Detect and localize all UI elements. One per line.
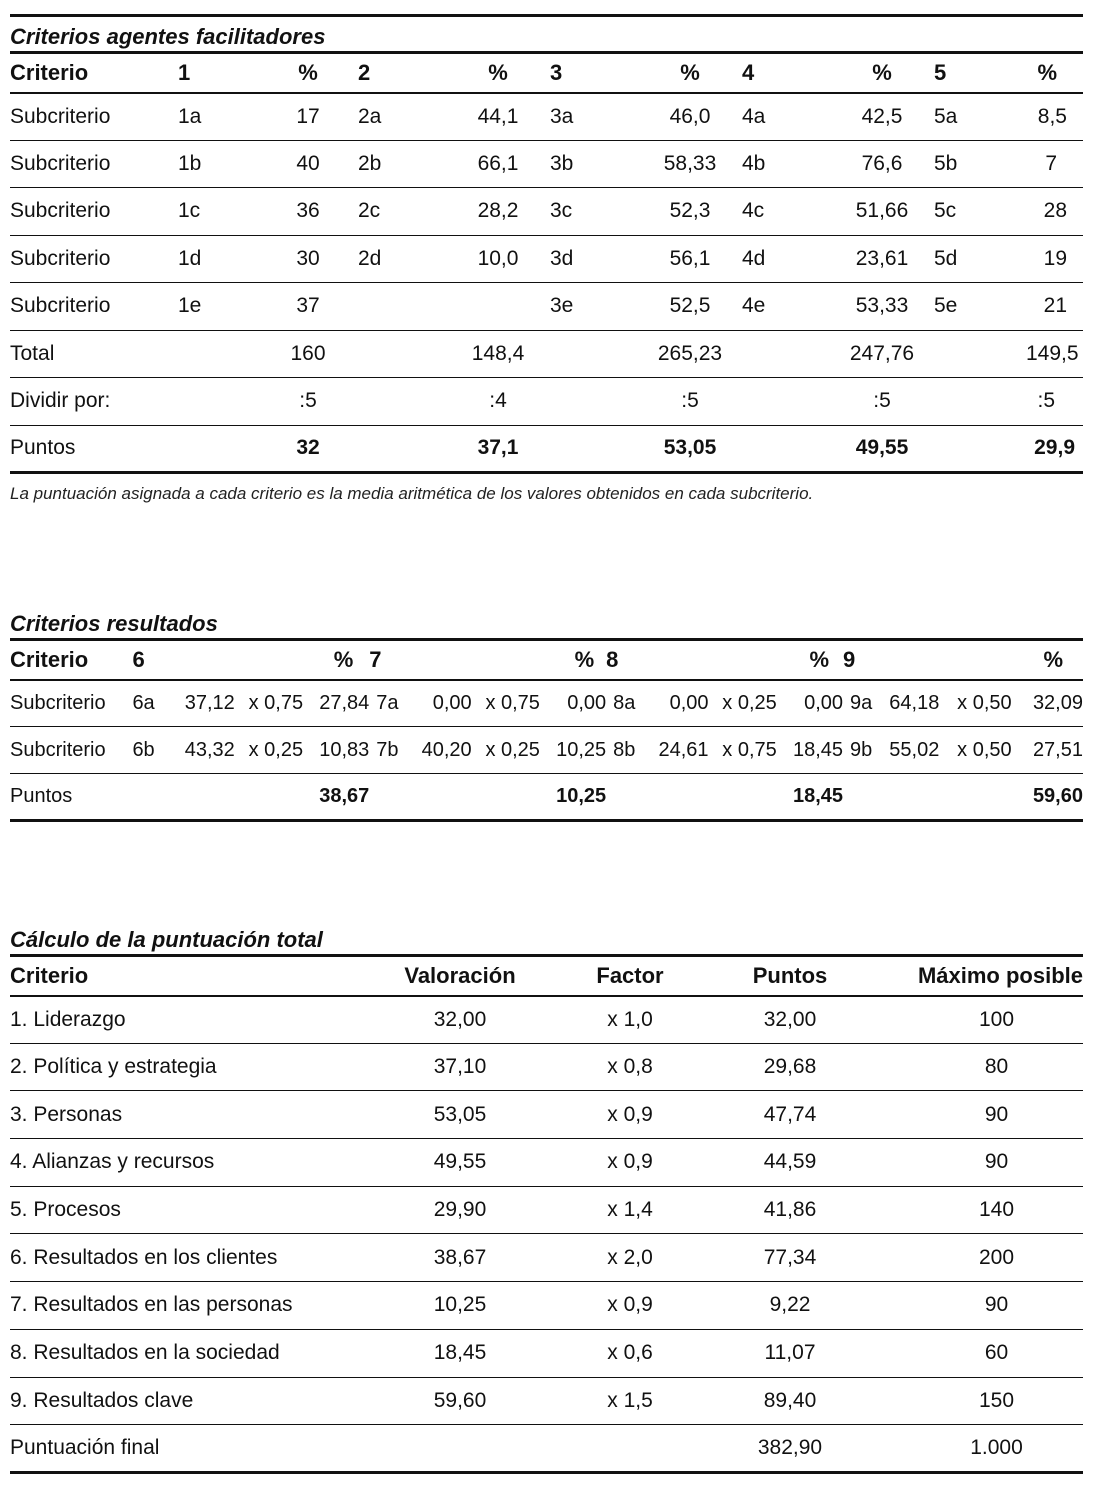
percent-value: 17 [296,104,320,128]
table-row [10,1282,1083,1330]
table-row [10,235,1083,283]
col-header: % [680,59,700,85]
percent-value: 36 [296,199,320,223]
factor-value: x 0,9 [607,1293,653,1317]
enablers-caption: Criterios agentes facilitadores [10,24,326,49]
col-header: Criterio [10,962,89,988]
max-value: 60 [984,1341,1009,1365]
total-value: 148,4 [471,341,525,365]
subcriterion-code: 3a [550,104,574,128]
table-row [10,1234,1083,1282]
divisor-value: :5 [873,389,891,413]
row-label: Subcriterio [10,691,106,714]
subcriterion-code: 8a [613,691,636,714]
weighted-value: 0,00 [804,691,844,714]
subcriterion-code: 4d [742,246,766,270]
col-header: 4 [742,59,755,85]
total-value: 265,23 [657,341,723,365]
col-header: 3 [550,59,563,85]
weight-factor: x 0,50 [957,691,1012,714]
col-header: Factor [596,962,664,988]
results-section [10,610,1083,822]
weighted-value: 27,84 [319,691,370,714]
final-label: Puntuación final [10,1436,160,1460]
subcriterion-code: 5a [934,104,958,128]
subcriterion-code: 1e [178,294,202,318]
points-value: 37,1 [477,436,519,460]
subcriterion-code: 1a [178,104,202,128]
factor-value: x 0,9 [607,1150,653,1174]
rating-value: 29,90 [433,1198,487,1222]
criterion-name: 3. Personas [10,1102,123,1126]
percent-value: 8,5 [1037,104,1067,128]
points-value: 38,67 [319,785,370,807]
criterion-name: 8. Resultados en la sociedad [10,1341,280,1365]
percent-value: 21 [1043,294,1067,318]
results-caption: Criterios resultados [10,611,218,636]
max-value: 140 [978,1198,1015,1222]
table-row [10,1139,1083,1187]
raw-value: 40,20 [421,738,472,761]
raw-value: 0,00 [669,691,709,714]
percent-value: 52,5 [669,294,711,318]
factor-value: x 0,8 [607,1055,653,1079]
col-header: 9 [843,646,856,672]
subcriterion-code: 1d [178,246,202,270]
divide-row [10,378,1083,426]
percent-value: 51,66 [855,199,909,223]
points-value: 32,00 [763,1007,817,1031]
weight-factor: x 0,25 [722,691,777,714]
weight-factor: x 0,75 [248,691,304,714]
points-row [10,425,1083,473]
raw-value: 43,32 [184,738,235,761]
raw-value: 0,00 [432,691,472,714]
col-header: Máximo posible [917,962,1083,988]
points-value: 29,68 [763,1055,817,1079]
table-row [10,1329,1083,1377]
table-row [10,680,1083,727]
points-value: 49,55 [855,436,909,460]
subcriterion-code: 4a [742,104,766,128]
subcriterion-code: 5d [934,246,958,270]
percent-value: 53,33 [855,294,909,318]
table-row [10,283,1083,331]
subcriterion-code: 4c [742,199,765,223]
points-value: 53,05 [663,436,717,460]
divisor-value: :5 [299,389,317,413]
subcriterion-code: 9b [849,738,873,761]
max-value: 80 [984,1055,1009,1079]
raw-value: 64,18 [889,691,940,714]
raw-value: 37,12 [184,691,235,714]
percent-value: 37 [296,294,320,318]
percent-value: 44,1 [477,104,519,128]
weight-factor: x 0,25 [485,738,540,761]
total-value: 247,76 [849,341,915,365]
max-value: 90 [984,1150,1009,1174]
points-value: 10,25 [556,785,607,807]
row-label: Subcriterio [10,151,111,175]
subcriterion-code: 2d [358,246,382,270]
percent-value: 40 [296,151,320,175]
weight-factor: x 0,75 [485,691,540,714]
col-header: 8 [606,646,619,672]
factor-value: x 1,0 [607,1007,653,1031]
criterion-name: 1. Liderazgo [10,1007,126,1031]
col-header: % [872,59,892,85]
criterion-name: 5. Procesos [10,1198,121,1222]
col-header: Puntos [752,962,828,988]
row-label: Subcriterio [10,246,111,270]
col-header: 5 [934,59,947,85]
col-header: % [1043,646,1063,672]
factor-value: x 2,0 [607,1245,653,1269]
col-header: 7 [369,646,382,672]
col-header: % [574,646,595,672]
total-value: 149,5 [1026,341,1079,365]
divisor-value: :5 [681,389,699,413]
subcriterion-code [354,283,450,331]
total-calc-table [10,954,1083,1474]
row-label: Puntos [10,785,73,807]
percent-value: 28 [1043,199,1067,223]
enablers-note: La puntuación asignada a cada criterio es la media aritmética de los valores obtenidos en cada subcriterio. [10,484,814,503]
rating-value: 18,45 [433,1341,487,1365]
table-row [10,93,1083,141]
total-calc-header-row [10,956,1083,996]
enablers-section [10,14,1083,504]
subcriterion-code: 7a [376,691,399,714]
rating-value: 32,00 [433,1007,487,1031]
points-value: 41,86 [763,1198,817,1222]
col-header: % [298,59,318,85]
col-header: % [333,646,354,672]
total-calc-caption: Cálculo de la puntuación total [10,927,323,952]
subcriterion-code: 5c [934,199,957,223]
table-row [10,188,1083,236]
subcriterion-code: 3d [550,246,574,270]
criterion-name: 9. Resultados clave [10,1388,194,1412]
percent-value: 7 [1045,151,1057,175]
col-header: Valoración [404,962,516,988]
raw-value: 55,02 [889,738,940,761]
percent-value: 30 [296,246,320,270]
row-label: Subcriterio [10,294,111,318]
factor-value: x 1,5 [607,1388,653,1412]
col-header: Criterio [10,646,89,672]
subcriterion-code: 2b [358,151,382,175]
points-row [10,774,1083,821]
table-row [10,1043,1083,1091]
percent-value: 46,0 [669,104,711,128]
divisor-value: :5 [1037,389,1055,413]
points-value: 89,40 [763,1388,817,1412]
subcriterion-code: 3e [550,294,574,318]
rating-value: 49,55 [433,1150,487,1174]
col-header: 2 [358,59,371,85]
percent-value [450,283,546,331]
subcriterion-code: 5e [934,294,958,318]
total-row [10,330,1083,378]
subcriterion-code: 3c [550,199,573,223]
enablers-table [10,51,1083,474]
weighted-value: 10,83 [319,738,370,761]
total-calc-section [10,926,1083,1474]
row-label: Subcriterio [10,199,111,223]
percent-value: 58,33 [663,151,717,175]
factor-value: x 0,6 [607,1341,653,1365]
weighted-value: 32,09 [1032,691,1083,714]
subcriterion-code: 1c [178,199,201,223]
percent-value: 10,0 [477,246,519,270]
percent-value: 28,2 [477,199,519,223]
points-value: 11,07 [764,1341,816,1365]
top-rule [10,14,1083,23]
subcriterion-code: 3b [550,151,574,175]
rating-value: 37,10 [433,1055,487,1079]
row-label: Subcriterio [10,738,106,761]
enablers-header-row [10,53,1083,93]
rating-value: 59,60 [433,1388,487,1412]
points-value: 29,9 [1034,436,1075,460]
col-header: 1 [178,59,191,85]
percent-value: 42,5 [861,104,903,128]
divisor-value: :4 [489,389,507,413]
subcriterion-code: 2a [358,104,382,128]
weight-factor: x 0,75 [722,738,777,761]
col-header: 6 [132,646,145,672]
row-label: Subcriterio [10,104,111,128]
subcriterion-code: 5b [934,151,958,175]
max-value: 90 [984,1293,1009,1317]
max-value: 90 [984,1102,1009,1126]
weighted-value: 18,45 [792,738,844,761]
table-row [10,727,1083,774]
final-points: 382,90 [757,1436,823,1460]
subcriterion-code: 7b [376,738,399,761]
points-value: 47,74 [763,1102,817,1126]
percent-value: 66,1 [477,151,519,175]
weight-factor: x 0,50 [957,738,1012,761]
points-value: 32 [296,436,320,460]
col-header: Criterio [10,59,89,85]
subcriterion-code: 4e [742,294,766,318]
subcriterion-code: 2c [358,199,381,223]
results-header-row [10,640,1083,680]
percent-value: 19 [1043,246,1067,270]
subcriterion-code: 4b [742,151,766,175]
table-row [10,1377,1083,1425]
final-row [10,1425,1083,1473]
weighted-value: 0,00 [567,691,607,714]
criterion-name: 2. Política y estrategia [10,1055,217,1079]
max-value: 100 [978,1007,1015,1031]
col-header: % [809,646,830,672]
max-value: 200 [978,1245,1015,1269]
table-row [10,1091,1083,1139]
points-value: 18,45 [792,785,844,807]
factor-value: x 1,4 [607,1198,653,1222]
raw-value: 24,61 [658,738,709,761]
subcriterion-code: 8b [613,738,636,761]
subcriterion-code: 1b [178,151,202,175]
total-value: 160 [290,341,326,365]
points-value: 44,59 [763,1150,817,1174]
weight-factor: x 0,25 [248,738,304,761]
table-row [10,996,1083,1044]
weighted-value: 10,25 [556,738,607,761]
percent-value: 23,61 [855,246,909,270]
criterion-name: 6. Resultados en los clientes [10,1245,278,1269]
criterion-name: 4. Alianzas y recursos [10,1150,215,1174]
rating-value: 38,67 [433,1245,487,1269]
points-value: 77,34 [763,1245,817,1269]
subcriterion-code: 6a [132,691,155,714]
percent-value: 52,3 [669,199,711,223]
row-label: Total [10,341,55,365]
final-max: 1.000 [970,1436,1023,1460]
subcriterion-code: 9a [849,691,873,714]
weighted-value: 27,51 [1032,738,1083,761]
row-label: Puntos [10,436,76,460]
criterion-name: 7. Resultados en las personas [10,1293,293,1317]
points-value: 9,22 [769,1293,811,1317]
max-value: 150 [978,1388,1015,1412]
results-table [10,638,1083,822]
rating-value: 53,05 [433,1102,487,1126]
factor-value: x 0,9 [607,1102,653,1126]
col-header: % [488,59,508,85]
row-label: Dividir por: [10,389,111,413]
col-header: % [1037,59,1057,85]
percent-value: 76,6 [861,151,903,175]
subcriterion-code: 6b [132,738,155,761]
rating-value: 10,25 [433,1293,487,1317]
percent-value: 56,1 [669,246,711,270]
table-row [10,1186,1083,1234]
points-value: 59,60 [1032,785,1083,807]
table-row [10,140,1083,188]
